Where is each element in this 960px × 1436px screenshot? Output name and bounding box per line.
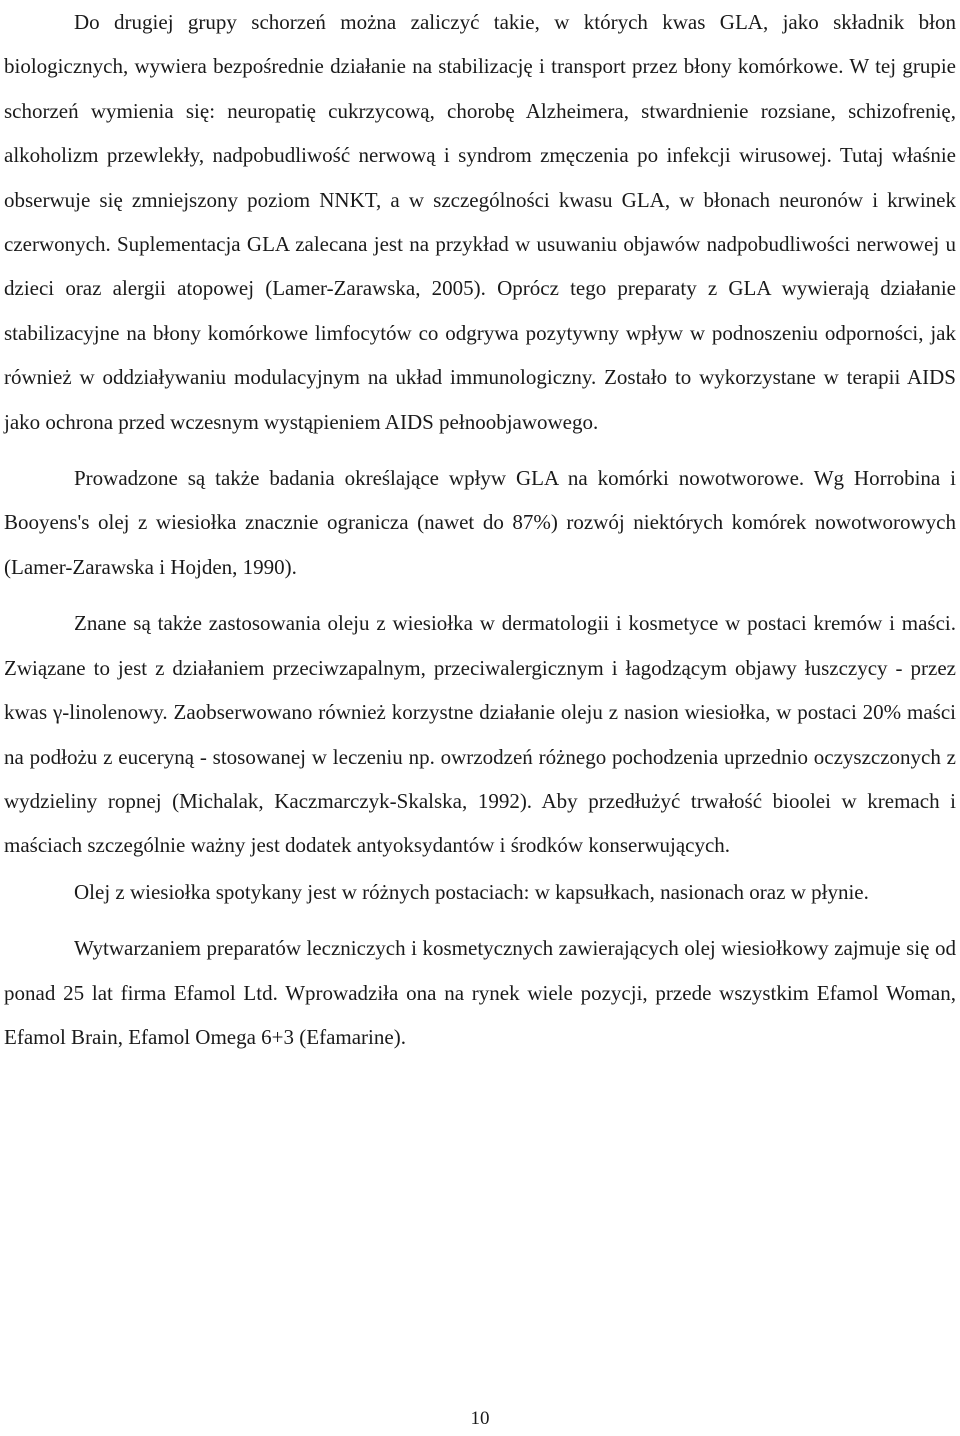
paragraph-1: Do drugiej grupy schorzeń można zaliczyć takie, w których kwas GLA, jako składnik błon biologicznych, wywiera bezpośrednie działanie na stabilizację i transport przez błony komórkowe. W tej grupie schorzeń wymienia się: neuropatię cukrzycową, chorobę Alzheimera, stwardnienie rozsiane, schizofrenię, alkoholizm przewlekły, nadpobudliwość nerwową i syndrom zmęczenia po infekcji wirusowej. Tutaj właśnie obserwuje się zmniejszony poziom NNKT, a w szczególności kwasu GLA, w błonach neuronów i krwinek czerwonych. Suplementacja GLA zalecana jest na przykład w usuwaniu objawów nadpobudliwości nerwowej u dzieci oraz alergii atopowej (Lamer-Zarawska, 2005). Oprócz tego preparaty z GLA wywierają działanie stabilizacyjne na błony komórkowe limfocytów co odgrywa pozytywny wpływ w podnoszeniu odporności, jak również w oddziaływaniu modulacyjnym na układ immunologiczny. Zostało to wykorzystane w terapii AIDS jako ochrona przed wczesnym wystąpieniem AIDS pełnoobjawowego. [4, 10, 956, 434]
paragraph-4: Olej z wiesiołka spotykany jest w różnych postaciach: w kapsułkach, nasionach oraz w płynie. [74, 879, 869, 904]
document-page [4, 0, 956, 1059]
paragraph-3: Znane są także zastosowania oleju z wiesiołka w dermatologii i kosmetyce w postaci kremów i maści. Związane to jest z działaniem przeciwzapalnym, przeciwalergicznym i łagodzącym objawy łuszczycy - przez kwas γ-linolenowy. Zaobserwowano również korzystne działanie oleju z nasion wiesiołka, w postaci 20% maści na podłożu z euceryną - stosowanej w leczeniu np. owrzodzeń różnego pochodzenia uprzednio oczyszczonych z wydzieliny ropnej (Michalak, Kaczmarczyk-Skalska, 1992). Aby przedłużyć trwałość bioolei w kremach i maściach szczególnie ważny jest dodatek antyoksydantów i środków konserwujących. [4, 611, 956, 858]
paragraph-2: Prowadzone są także badania określające wpływ GLA na komórki nowotworowe. Wg Horrobina i Booyens's olej z wiesiołka znacznie ogranicza (nawet do 87%) rozwój niektórych komórek nowotworowych (Lamer-Zarawska i Hojden, 1990). [4, 466, 956, 579]
page-number: 10 [470, 1408, 490, 1429]
paragraph-5: Wytwarzaniem preparatów leczniczych i kosmetycznych zawierających olej wiesiołkowy zajmuje się od ponad 25 lat firma Efamol Ltd. Wprowadziła ona na rynek wiele pozycji, przede wszystkim Efamol Woman, Efamol Brain, Efamol Omega 6+3 (Efamarine). [4, 936, 956, 1049]
